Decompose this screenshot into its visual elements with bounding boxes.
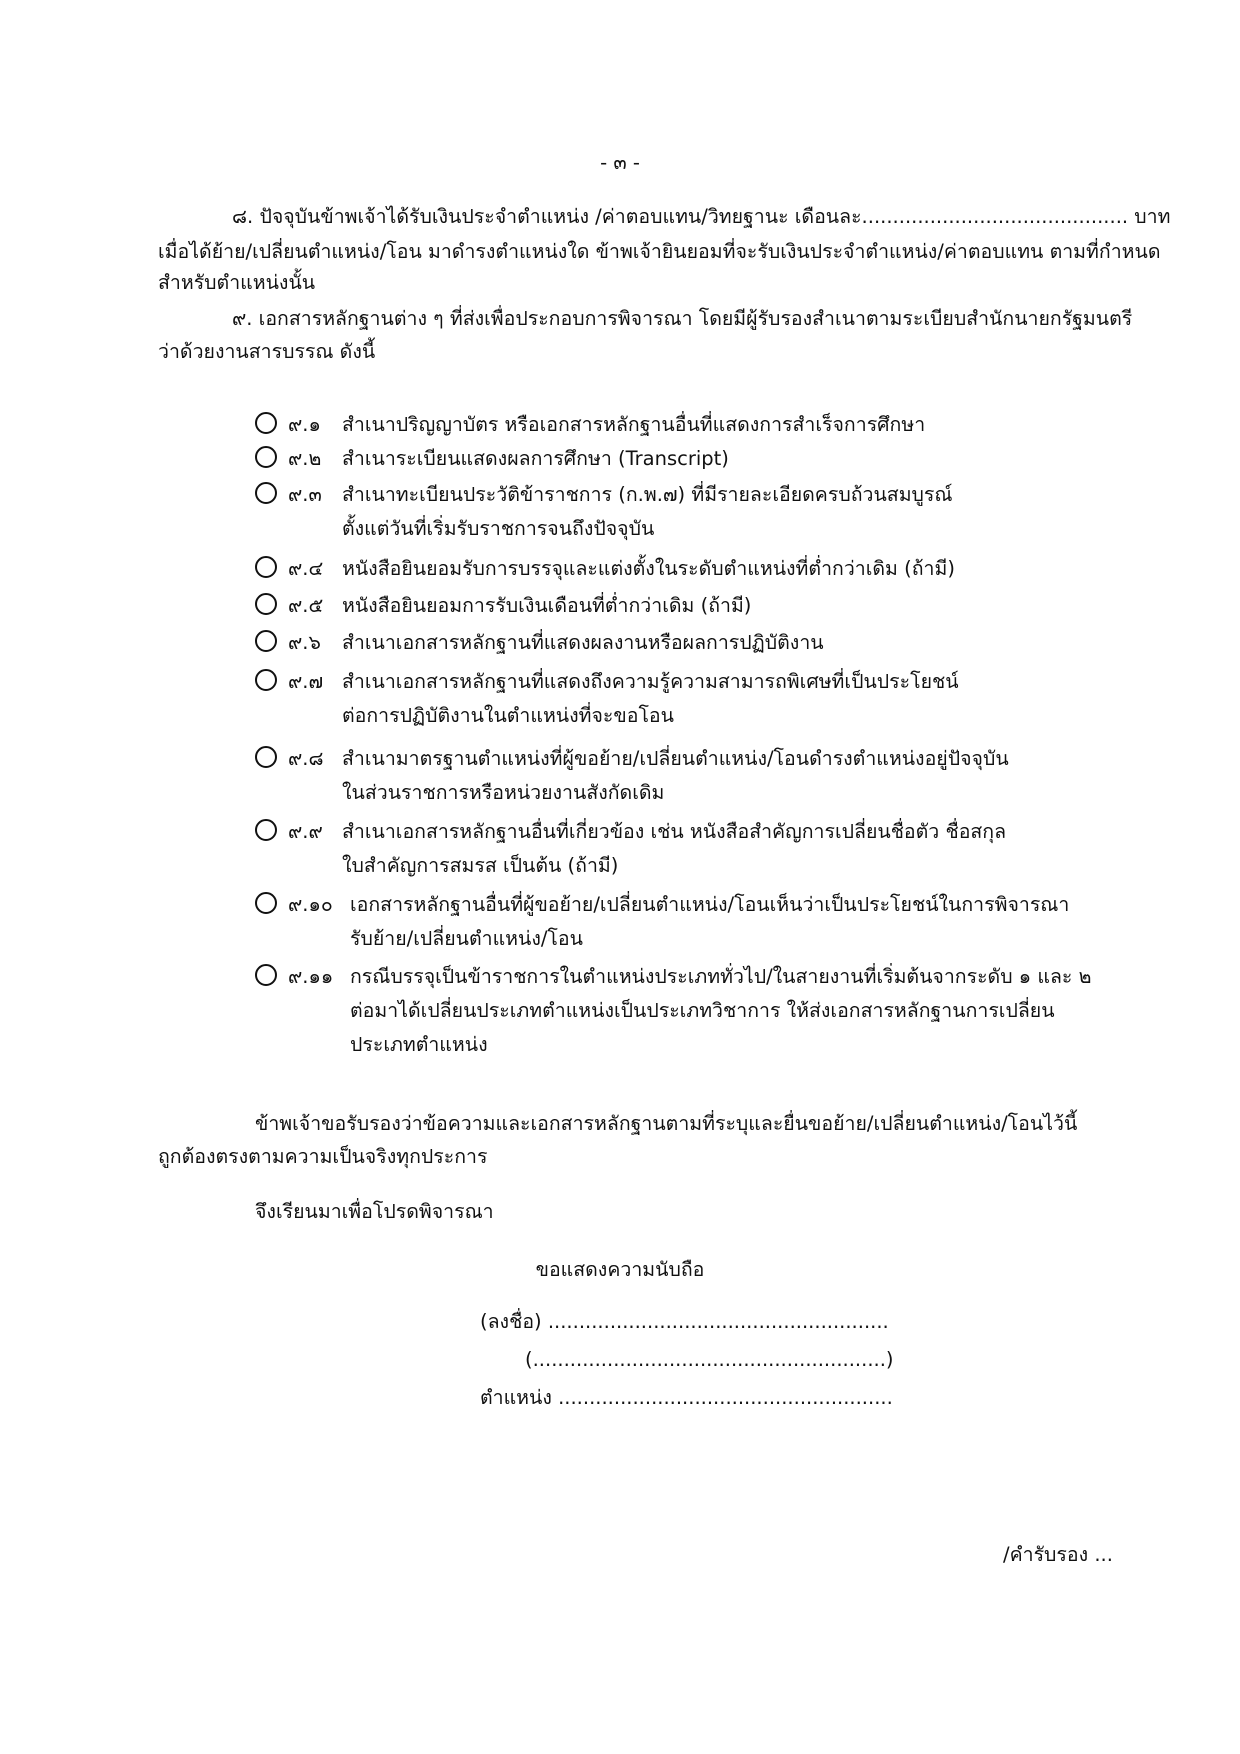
certification-line1: ข้าพเจ้าขอรับรองว่าข้อความและเอกสารหลักฐานตามที่ระบุและยื่นขอย้าย/เปลี่ยนตำแหน่ง/โอนไว้นี้ [255,1112,1078,1135]
signature-name-line: (.........................................................) [525,1348,894,1371]
checklist-item-number: ๙.๘ [288,747,324,770]
checkbox-circle-icon[interactable] [255,964,277,986]
checkbox-circle-icon[interactable] [255,819,277,841]
checklist-item-text: สำเนาทะเบียนประวัติข้าราชการ (ก.พ.๗) ที่มีรายละเอียดครบถ้วนสมบูรณ์ [342,483,953,506]
checklist-item-text: สำเนามาตรฐานตำแหน่งที่ผู้ขอย้าย/เปลี่ยนตำแหน่ง/โอนดำรงตำแหน่งอยู่ปัจจุบัน [342,747,1009,770]
checklist-item-text: เอกสารหลักฐานอื่นที่ผู้ขอย้าย/เปลี่ยนตำแหน่ง/โอนเห็นว่าเป็นประโยชน์ในการพิจารณา [350,893,1070,916]
checkbox-circle-icon[interactable] [255,630,277,652]
checkbox-circle-icon[interactable] [255,556,277,578]
checklist-item-number: ๙.๑ [288,413,321,436]
page-number: - ๓ - [600,151,640,174]
closing-text: จึงเรียนมาเพื่อโปรดพิจารณา [255,1200,494,1223]
checkbox-circle-icon[interactable] [255,746,277,768]
checklist-item-text: กรณีบรรจุเป็นข้าราชการในตำแหน่งประเภททั่วไป/ในสายงานที่เริ่มต้นจากระดับ ๑ และ ๒ [350,965,1092,988]
checkbox-circle-icon[interactable] [255,412,277,434]
continuation-note: /คำรับรอง ... [1003,1543,1113,1566]
checklist-item-number: ๙.๑๑ [288,965,334,988]
checkbox-circle-icon[interactable] [255,892,277,914]
checklist-item-text: ตั้งแต่วันที่เริ่มรับราชการจนถึงปัจจุบัน [342,517,655,540]
checklist-item-number: ๙.๑๐ [288,893,333,916]
checklist-item-number: ๙.๖ [288,631,321,654]
salutation: ขอแสดงความนับถือ [535,1258,705,1281]
signature-position-line: ตำแหน่ง ...................................................... [480,1386,893,1409]
checkbox-circle-icon[interactable] [255,482,277,504]
certification-line2: ถูกต้องตรงตามความเป็นจริงทุกประการ [158,1145,488,1168]
checklist-item-text: รับย้าย/เปลี่ยนตำแหน่ง/โอน [350,927,583,950]
checklist-item-text: หนังสือยินยอมการรับเงินเดือนที่ต่ำกว่าเดิม (ถ้ามี) [342,594,752,617]
checklist-item-text: ต่อการปฏิบัติงานในตำแหน่งที่จะขอโอน [342,704,674,727]
checklist-item-text: สำเนาระเบียนแสดงผลการศึกษา (Transcript) [342,447,729,470]
checklist-item-number: ๙.๕ [288,594,324,617]
checklist-item-number: ๙.๒ [288,447,322,470]
checklist-item-text: ต่อมาได้เปลี่ยนประเภทตำแหน่งเป็นประเภทวิชาการ ให้ส่งเอกสารหลักฐานการเปลี่ยน [350,999,1055,1022]
signature-line: (ลงชื่อ) ....................................................... [480,1310,889,1333]
checklist-item-text: สำเนาปริญญาบัตร หรือเอกสารหลักฐานอื่นที่แสดงการสำเร็จการศึกษา [342,413,926,436]
checklist-item-text: ใบสำคัญการสมรส เป็นต้น (ถ้ามี) [342,854,619,877]
checklist-item-number: ๙.๓ [288,483,322,506]
checklist-item-text: หนังสือยินยอมรับการบรรจุและแต่งตั้งในระดับตำแหน่งที่ต่ำกว่าเดิม (ถ้ามี) [342,557,955,580]
section9-line2: ว่าด้วยงานสารบรรณ ดังนี้ [158,340,376,363]
section8-line3: สำหรับตำแหน่งนั้น [158,271,316,294]
checklist-item-text: สำเนาเอกสารหลักฐานที่แสดงถึงความรู้ความสามารถพิเศษที่เป็นประโยชน์ [342,670,959,693]
checklist-item-text: ประเภทตำแหน่ง [350,1033,488,1056]
section8-line1: ๘. ปัจจุบันข้าพเจ้าได้รับเงินประจำตำแหน่ง /ค่าตอบแทน/วิทยฐานะ เดือนละ........................................... บาท [232,205,1171,228]
section9-line1: ๙. เอกสารหลักฐานต่าง ๆ ที่ส่งเพื่อประกอบการพิจารณา โดยมีผู้รับรองสำเนาตามระเบียบสำนักนายกรัฐมนตรี [232,307,1133,330]
checklist-item-number: ๙.๙ [288,820,323,843]
checklist-item-number: ๙.๔ [288,557,324,580]
checklist-item-text: สำเนาเอกสารหลักฐานอื่นที่เกี่ยวข้อง เช่น หนังสือสำคัญการเปลี่ยนชื่อตัว ชื่อสกุล [342,820,1007,843]
section8-line2: เมื่อได้ย้าย/เปลี่ยนตำแหน่ง/โอน มาดำรงตำแหน่งใด ข้าพเจ้ายินยอมที่จะรับเงินประจำตำแหน่ง/ค่าตอบแทน ตามที่กำหนด [158,240,1161,263]
checklist-item-text: สำเนาเอกสารหลักฐานที่แสดงผลงานหรือผลการปฏิบัติงาน [342,631,824,654]
checkbox-circle-icon[interactable] [255,593,277,615]
checklist-item-number: ๙.๗ [288,670,324,693]
checkbox-circle-icon[interactable] [255,669,277,691]
checklist-item-text: ในส่วนราชการหรือหน่วยงานสังกัดเดิม [342,781,665,804]
checkbox-circle-icon[interactable] [255,446,277,468]
